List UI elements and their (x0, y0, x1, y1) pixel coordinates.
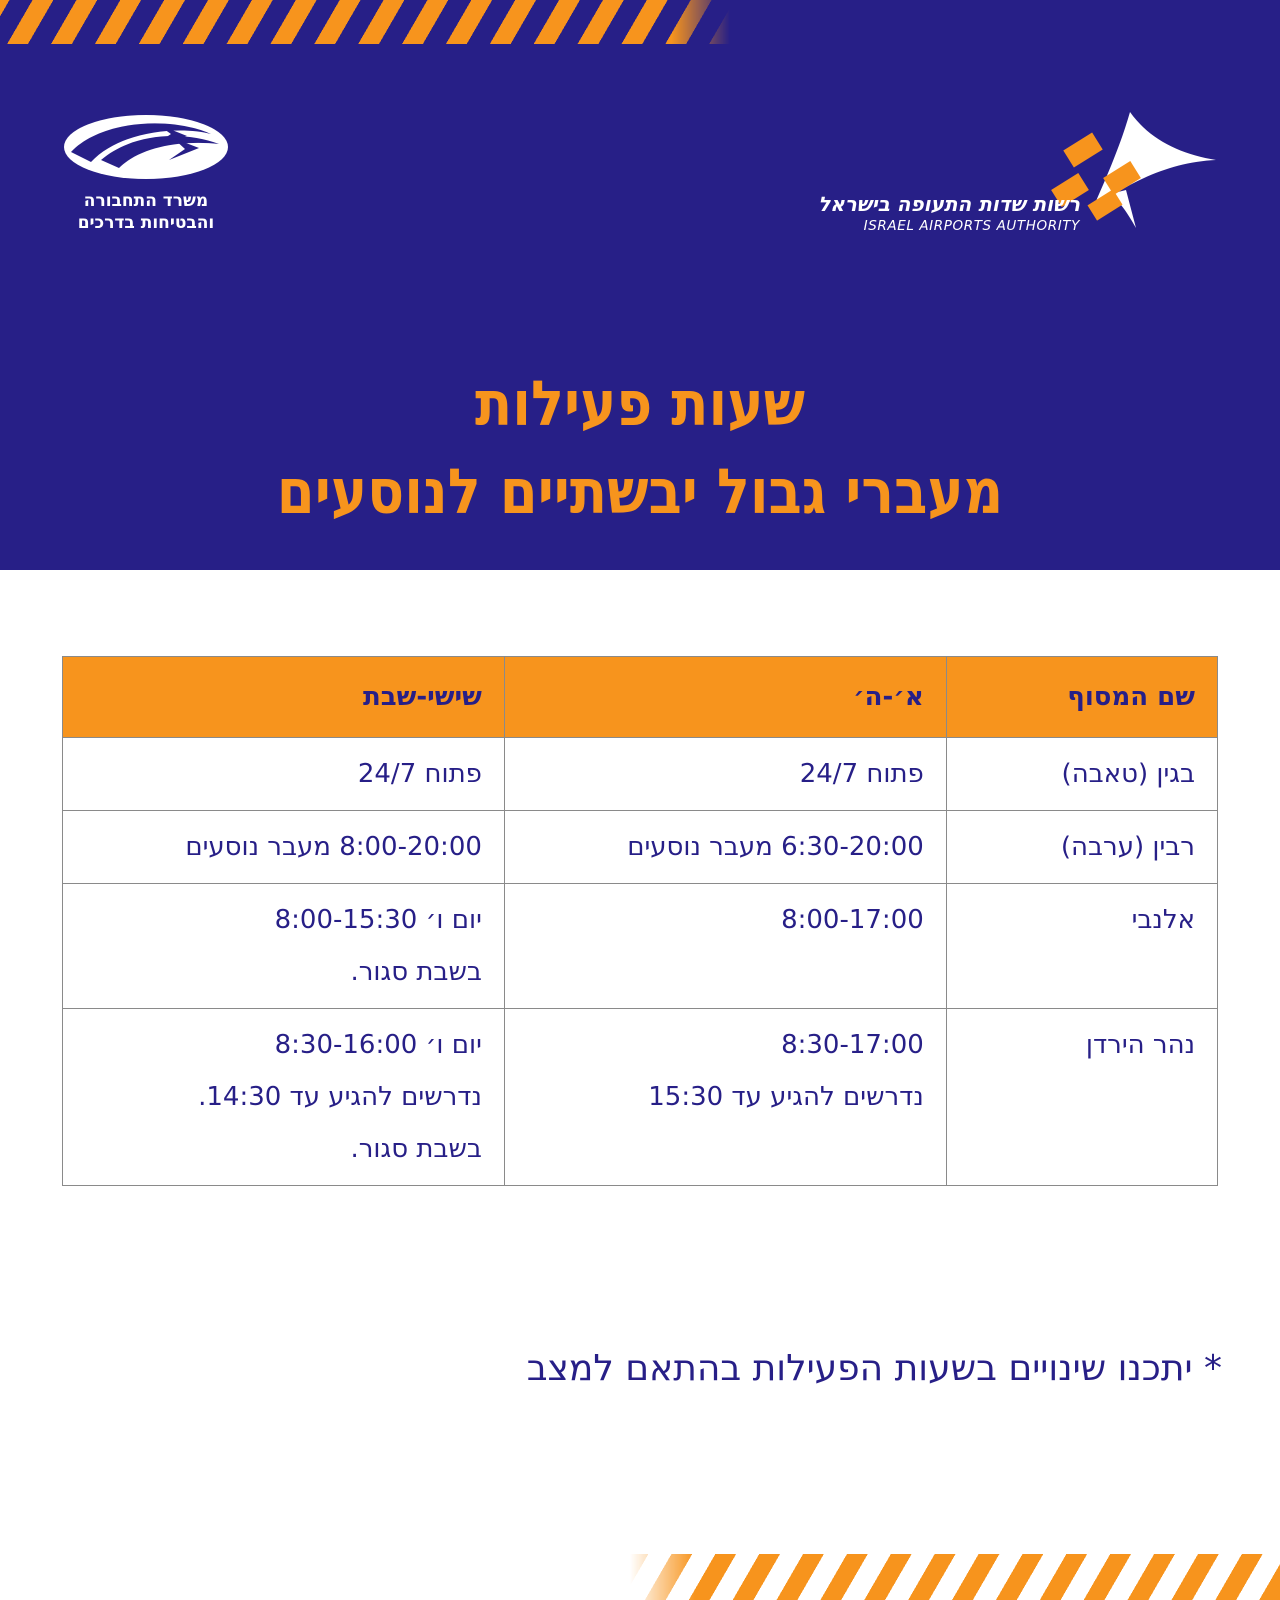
ministry-of-transport-emblem-icon (61, 112, 231, 182)
weekdays-hours-line: נדרשים להגיע עד 15:30 (648, 1082, 924, 1112)
terminal-name-cell: נהר הירדן (946, 1009, 1217, 1186)
header-banner (0, 0, 1280, 570)
weekend-hours-cell (63, 884, 505, 1009)
weekend-hours-cell (63, 738, 505, 811)
footnote: * יתכנו שינויים בשעות הפעילות בהתאם למצב (526, 1348, 1222, 1389)
weekdays-hours-cell (504, 811, 946, 884)
airports-authority-logo (770, 110, 1220, 240)
warning-stripes-top (0, 0, 730, 44)
table-row (63, 738, 1218, 811)
ministry-name-line1: משרד התחבורה (83, 191, 209, 211)
weekend-hours-line: יום ו׳ 8:30-16:00 (274, 1030, 482, 1060)
weekdays-hours-line: 8:00-17:00 (781, 905, 924, 935)
weekdays-hours-cell (504, 884, 946, 1009)
operating-hours-table (62, 656, 1218, 1186)
table-row (63, 1009, 1218, 1186)
airports-authority-english-name: ISRAEL AIRPORTS AUTHORITY (863, 218, 1080, 234)
table-row (63, 884, 1218, 1009)
weekdays-hours-cell (504, 738, 946, 811)
title-line-1: שעות פעילות (475, 367, 805, 440)
weekend-hours-line: יום ו׳ 8:00-15:30 (274, 905, 482, 935)
israel-airports-authority-emblem-icon (1030, 110, 1220, 235)
terminal-name-cell: רבין (ערבה) (946, 811, 1217, 884)
weekend-hours-line: 8:00-20:00 מעבר נוסעים (185, 832, 482, 862)
weekdays-hours-line: 8:30-17:00 (781, 1030, 924, 1060)
table-row (63, 811, 1218, 884)
header-weekend: שישי-שבת (63, 657, 505, 738)
airports-authority-hebrew-name: רשות שדות התעופה בישראל (818, 192, 1080, 216)
ministry-name-line2: והבטיחות בדרכים (77, 213, 215, 233)
weekend-hours-line: בשבת סגור. (350, 957, 482, 987)
title-line-2: מעברי גבול יבשתיים לנוסעים (276, 455, 1004, 528)
weekdays-hours-line: 6:30-20:00 מעבר נוסעים (627, 832, 924, 862)
weekend-hours-line: בשבת סגור. (350, 1134, 482, 1164)
table-body (63, 738, 1218, 1186)
weekdays-hours-cell (504, 1009, 946, 1186)
weekend-hours-cell (63, 811, 505, 884)
header-weekdays: א׳-ה׳ (504, 657, 946, 738)
terminal-name-cell: אלנבי (946, 884, 1217, 1009)
weekend-hours-line: פתוח 24/7 (357, 759, 482, 789)
terminal-name-cell: בגין (טאבה) (946, 738, 1217, 811)
ministry-logo (56, 112, 236, 234)
table-header-row (63, 657, 1218, 738)
page-title (0, 360, 1280, 536)
weekend-hours-cell (63, 1009, 505, 1186)
header-terminal-name: שם המסוף (946, 657, 1217, 738)
weekdays-hours-line: פתוח 24/7 (799, 759, 924, 789)
weekend-hours-line: נדרשים להגיע עד 14:30. (198, 1082, 482, 1112)
warning-stripes-bottom (630, 1554, 1280, 1600)
